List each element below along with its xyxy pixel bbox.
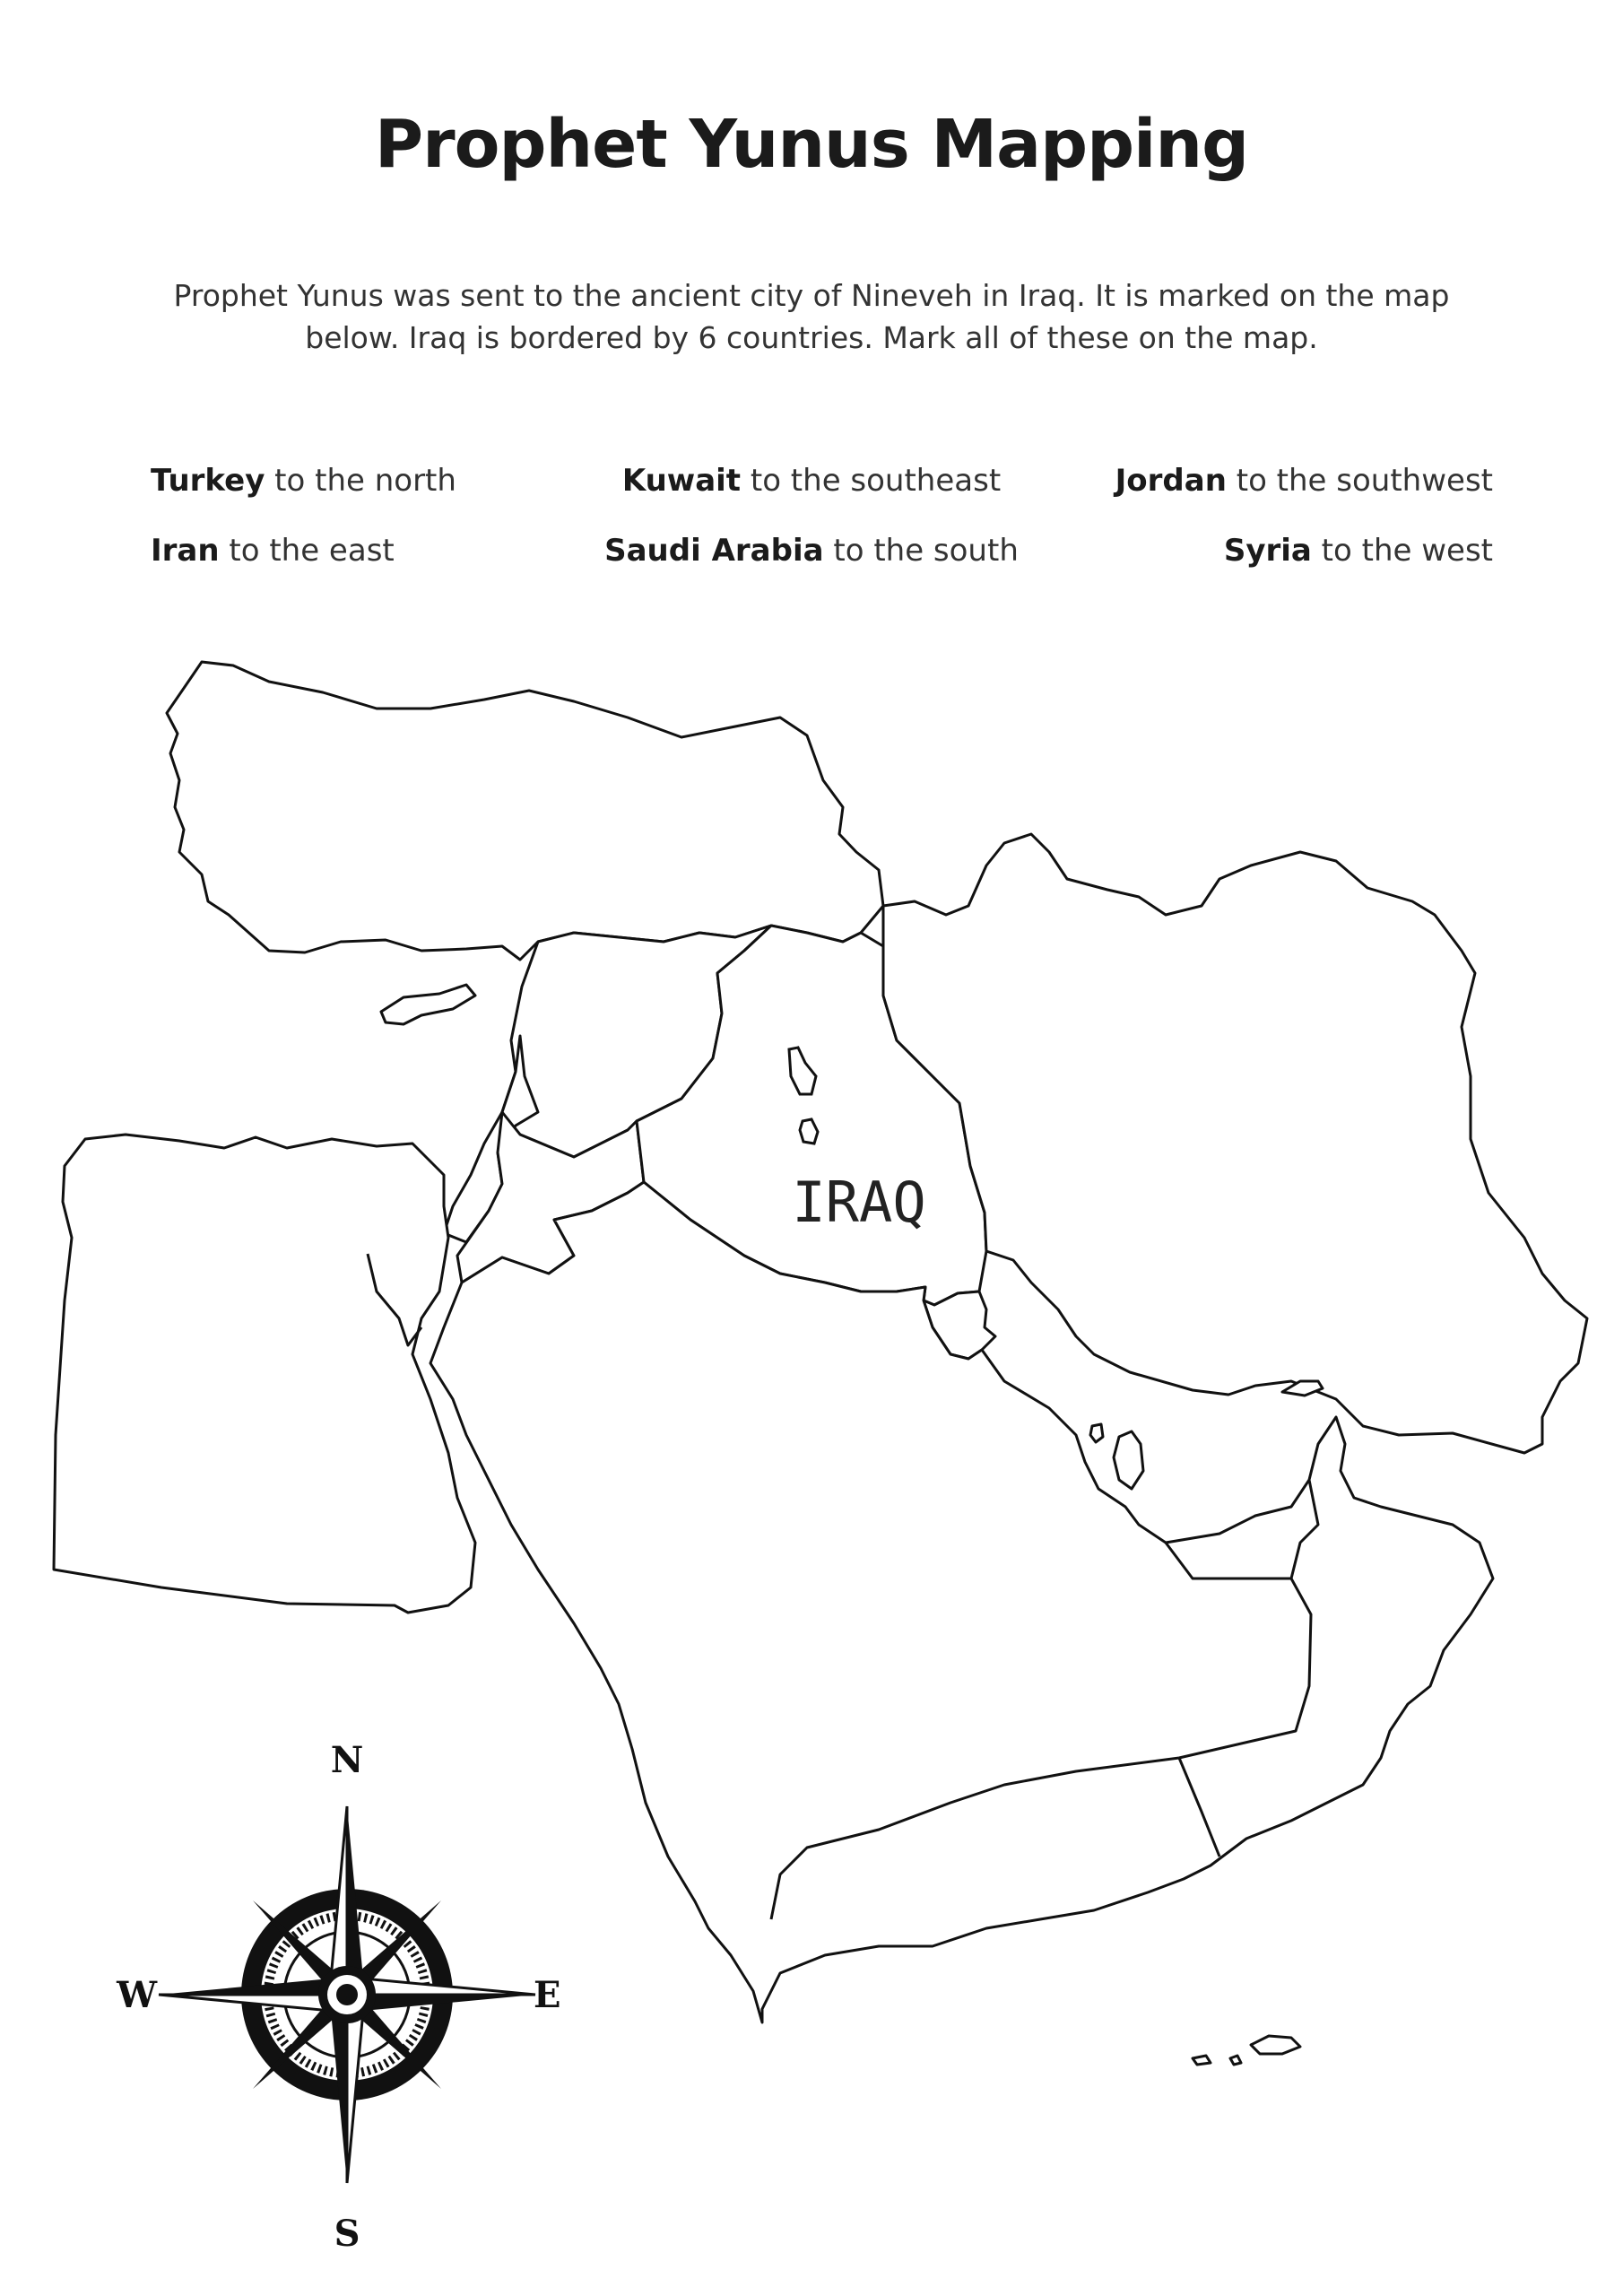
clue-country: Iran [151,533,220,569]
clue-direction: to the west [1321,533,1493,569]
bahrain-outline [1090,1424,1103,1442]
compass-north: N [330,1739,364,1781]
compass-east: E [534,1974,561,2016]
small-island [1230,2056,1241,2065]
clue-direction: to the southeast [750,463,1002,499]
iraq-label: IRAQ [792,1170,926,1235]
clue-direction: to the east [229,533,395,569]
qatar-outline [1114,1431,1143,1489]
clue-country: Syria [1223,533,1312,569]
small-island [1193,2056,1211,2065]
clue-direction: to the north [274,463,456,499]
page-title: Prophet Yunus Mapping [374,106,1249,183]
clue-country: Jordan [1115,463,1227,499]
cyprus-outline [381,985,475,1024]
compass-south: S [334,2213,360,2255]
qeshm-island [1282,1381,1323,1396]
clue-country: Turkey [151,463,265,499]
clue-country: Kuwait [621,463,742,499]
turkey-outline [167,662,883,960]
compass-west: W [117,1974,157,2016]
instructions: Prophet Yunus was sent to the ancient city of Nineveh in Iraq. It is marked on the map below. Iraq is bordered by 6 countries. Mark all of these on the map. [173,278,1450,355]
egypt-outline [54,1135,475,1613]
clue-country: Saudi Arabia [604,533,824,569]
socotra-island [1251,2036,1300,2054]
compass-rose-icon [116,1739,560,2255]
clue-direction: to the southwest [1236,463,1493,499]
clue-direction: to the south [833,533,1019,569]
